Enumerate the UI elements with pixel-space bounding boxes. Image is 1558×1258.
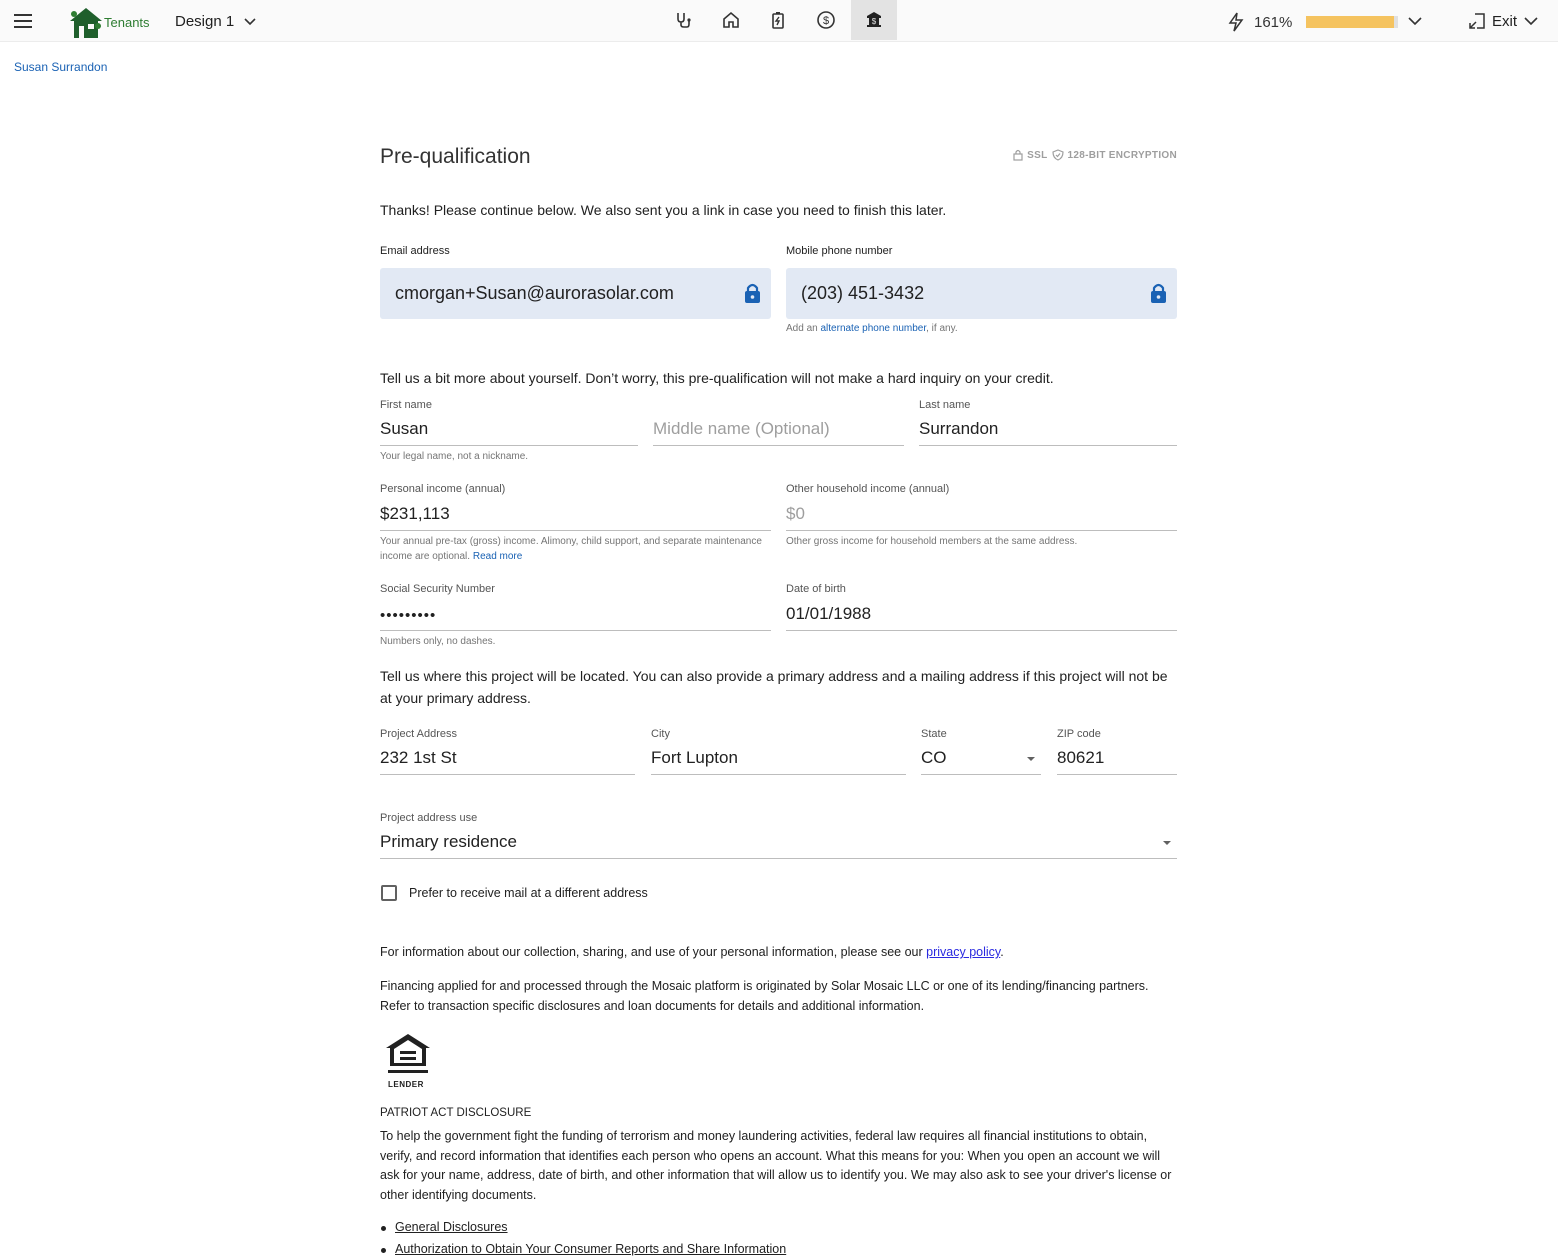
shield-check-icon	[1052, 149, 1064, 161]
email-value: cmorgan+Susan@aurorasolar.com	[395, 283, 674, 303]
top-bar	[0, 0, 1558, 42]
household-income-hint: Other gross income for household members at the same address.	[786, 536, 1078, 547]
city-input[interactable]	[651, 745, 906, 775]
menu-icon[interactable]	[14, 14, 32, 28]
zip-value: 80621	[1057, 748, 1105, 767]
chevron-down-icon[interactable]	[1407, 13, 1423, 29]
zoom-progress-fill	[1306, 16, 1394, 28]
household-income-input[interactable]	[786, 501, 1177, 531]
state-select[interactable]	[921, 745, 1041, 775]
ssn-label: Social Security Number	[380, 583, 495, 595]
location-text: Tell us where this project will be located. You can also provide a primary address and a mailing address if this project will not be at your primary address.	[380, 668, 1168, 706]
stethoscope-icon[interactable]	[660, 0, 706, 40]
bullet-dot	[381, 1248, 386, 1253]
mail-different-address-label[interactable]: Prefer to receive mail at a different address	[409, 886, 648, 900]
exit-icon	[1468, 12, 1486, 30]
ssn-input[interactable]	[380, 601, 771, 631]
zip-label: ZIP code	[1057, 728, 1101, 740]
dropdown-arrow-icon	[1163, 841, 1171, 845]
dob-label: Date of birth	[786, 583, 846, 595]
project-address-value: 232 1st St	[380, 748, 457, 767]
bank-icon[interactable]	[851, 0, 897, 40]
middle-name-placeholder: Middle name (Optional)	[653, 419, 830, 438]
zoom-level: 161%	[1254, 14, 1293, 31]
mail-different-address-checkbox[interactable]	[381, 885, 397, 901]
first-name-value: Susan	[380, 419, 429, 438]
exit-label: Exit	[1492, 12, 1518, 30]
design-label: Design 1	[175, 13, 235, 30]
last-name-label: Last name	[919, 399, 971, 411]
privacy-notice: For information about our collection, sharing, and use of your personal information, please see our privacy policy.	[380, 945, 1004, 959]
lock-icon	[744, 283, 761, 304]
city-value: Fort Lupton	[651, 748, 738, 767]
lightning-icon	[1228, 12, 1244, 32]
project-address-input[interactable]	[380, 745, 635, 775]
chevron-down-icon	[1523, 13, 1539, 29]
financing-text: Financing applied for and processed through the Mosaic platform is originated by Solar Mosaic LLC or one of its lending/financing partners. Refer to transaction specific disclosures and loan documents for details and additional information.	[380, 979, 1149, 1013]
svg-text:$: $	[871, 17, 877, 26]
last-name-input[interactable]	[919, 416, 1177, 446]
read-more-link[interactable]: Read more	[472, 551, 523, 562]
phone-label: Mobile phone number	[786, 245, 893, 257]
general-disclosures-link[interactable]: General Disclosures	[395, 1220, 508, 1234]
phone-field[interactable]	[786, 268, 1177, 319]
svg-text:$: $	[822, 15, 830, 27]
chevron-down-icon	[244, 18, 256, 26]
zip-input[interactable]	[1057, 745, 1177, 775]
last-name-value: Surrandon	[919, 419, 999, 438]
encryption-label: 128-BIT ENCRYPTION	[1067, 149, 1177, 161]
personal-income-input[interactable]	[380, 501, 771, 531]
equal-housing-lender-icon	[384, 1032, 432, 1084]
battery-icon[interactable]	[755, 0, 801, 40]
consumer-reports-authorization-link[interactable]: Authorization to Obtain Your Consumer Reports and Share Information	[395, 1242, 787, 1256]
page-title: Pre-qualification	[380, 145, 531, 168]
phone-value: (203) 451-3432	[801, 283, 925, 303]
brand-label: Tenants	[104, 15, 150, 30]
bullet-dot	[381, 1226, 386, 1231]
patriot-act-heading: PATRIOT ACT DISCLOSURE	[380, 1107, 532, 1119]
personal-income-value: $231,113	[380, 504, 450, 523]
alternate-phone-link[interactable]: alternate phone number	[820, 323, 927, 334]
zoom-progress-bar	[1306, 16, 1398, 28]
lock-icon	[1013, 149, 1023, 161]
privacy-text: For information about our collection, sharing, and use of your personal information, please see our	[380, 945, 923, 959]
privacy-policy-link[interactable]: privacy policy	[926, 945, 1001, 959]
about-text: Tell us a bit more about yourself. Don’t worry, this pre-qualification will not make a hard inquiry on your credit.	[380, 370, 1054, 386]
phone-hint	[786, 321, 958, 336]
middle-name-input[interactable]	[653, 416, 904, 446]
dob-value: 01/01/1988	[786, 604, 872, 623]
personal-income-label: Personal income (annual)	[380, 483, 506, 495]
project-address-label: Project Address	[380, 728, 458, 740]
home-icon[interactable]	[708, 0, 754, 40]
intro-text: Thanks! Please continue below. We also sent you a link in case you need to finish this later.	[380, 202, 947, 218]
personal-income-hint-text: Your annual pre-tax (gross) income. Alimony, child support, and separate maintenance income are optional.	[380, 536, 762, 562]
security-badge	[1013, 149, 1177, 161]
equal-housing-lender-text: LENDER	[388, 1080, 424, 1089]
email-field[interactable]	[380, 268, 771, 319]
exit-button[interactable]	[1468, 12, 1539, 30]
dropdown-arrow-icon	[1027, 757, 1035, 761]
ssn-value: •••••••••	[380, 607, 437, 624]
first-name-input[interactable]	[380, 416, 638, 446]
personal-income-hint	[380, 534, 771, 564]
patriot-act-text: To help the government fight the funding of terrorism and money laundering activities, federal law requires all financial institutions to obtain, verify, and record information that identifies each person who opens an account. What this means for you: When you open an account we will ask for your name, address, date of birth, and other information that will allow us to identify you. We may also ask to see your driver's license or other identifying documents.	[380, 1129, 1172, 1202]
phone-hint-suffix: , if any.	[926, 323, 958, 334]
phone-hint-text: Add an	[786, 323, 818, 334]
household-income-label: Other household income (annual)	[786, 483, 950, 495]
ssl-label: SSL	[1027, 149, 1048, 161]
city-label: City	[651, 728, 670, 740]
address-use-value: Primary residence	[380, 832, 517, 851]
breadcrumb[interactable]: Susan Surrandon	[14, 60, 108, 74]
dollar-icon[interactable]	[803, 0, 849, 40]
house-logo-icon	[66, 4, 106, 40]
address-use-select[interactable]	[380, 829, 1177, 859]
address-use-label: Project address use	[380, 812, 478, 824]
first-name-label: First name	[380, 399, 432, 411]
state-label: State	[921, 728, 947, 740]
design-selector[interactable]	[175, 13, 256, 30]
ssn-hint: Numbers only, no dashes.	[380, 636, 496, 647]
dob-input[interactable]	[786, 601, 1177, 631]
email-label: Email address	[380, 245, 450, 257]
household-income-placeholder: $0	[786, 504, 805, 523]
first-name-hint: Your legal name, not a nickname.	[380, 451, 529, 462]
state-value: CO	[921, 748, 947, 767]
lock-icon	[1150, 283, 1167, 304]
